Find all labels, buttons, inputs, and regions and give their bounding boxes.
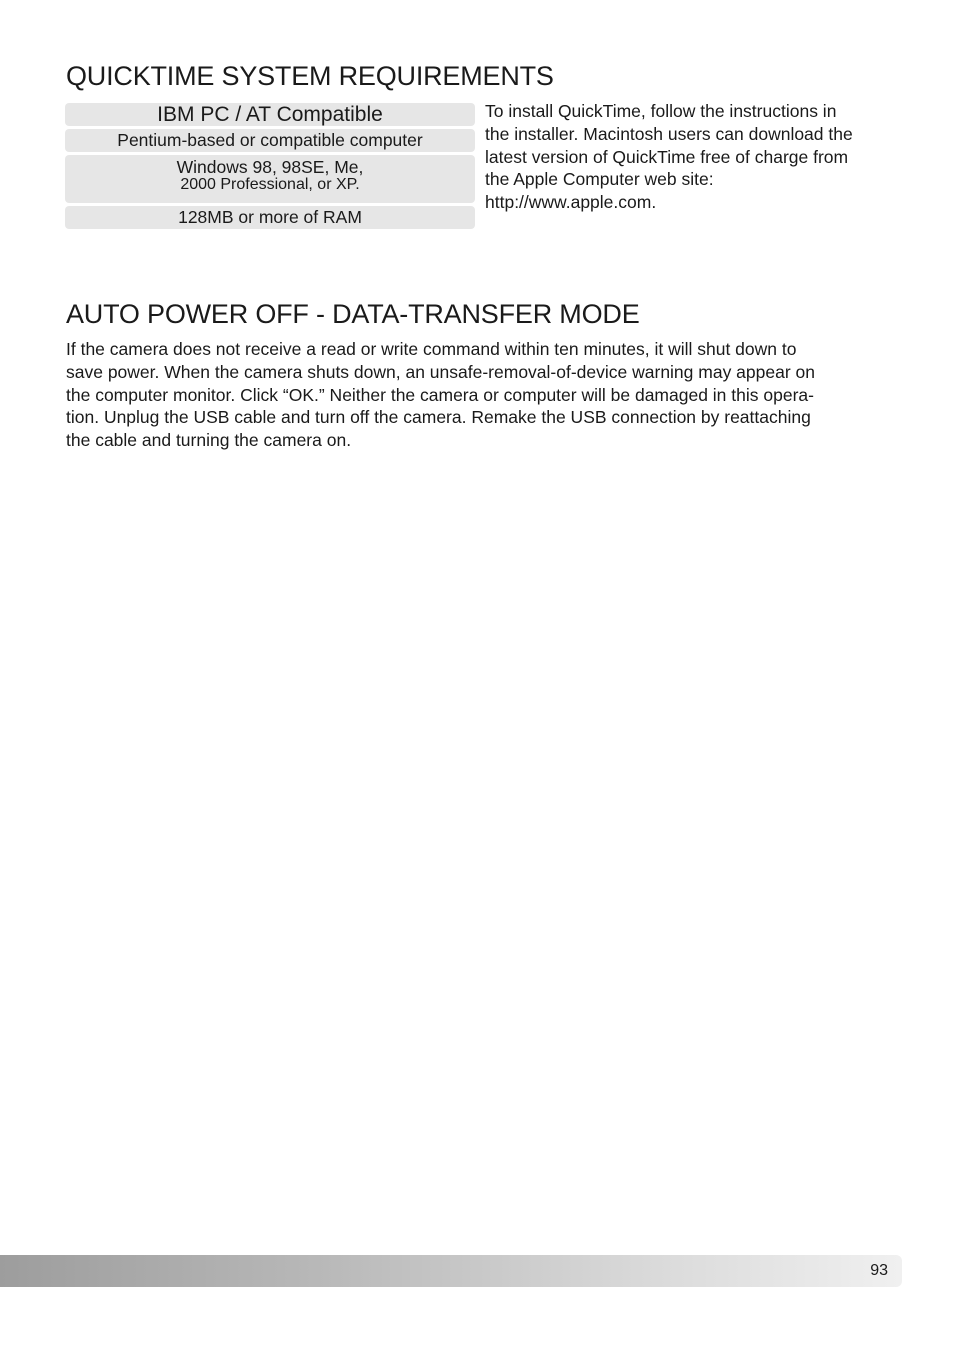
- install-line: To install QuickTime, follow the instructions in: [485, 101, 837, 121]
- paragraph-line: If the camera does not receive a read or write command within ten minutes, it will shut down to: [66, 339, 797, 359]
- requirements-header: IBM PC / AT Compatible: [65, 103, 475, 126]
- quicktime-heading: QUICKTIME SYSTEM REQUIREMENTS: [66, 61, 554, 91]
- install-line: latest version of QuickTime free of charge from: [485, 146, 849, 167]
- requirement-cpu: Pentium-based or compatible computer: [65, 129, 475, 152]
- paragraph-line: the computer monitor. Click “OK.” Neither the camera or computer will be damaged in this opera-: [66, 384, 814, 405]
- page-number: 93: [870, 1262, 888, 1279]
- install-line: the installer. Macintosh users can download the: [485, 123, 853, 144]
- requirement-os-line2: 2000 Professional, or XP.: [180, 176, 360, 193]
- paragraph-line: tion. Unplug the USB cable and turn off the camera. Remake the USB connection by reattaching: [66, 407, 811, 428]
- install-url: http://www.apple.com.: [485, 192, 657, 213]
- requirement-os-line1: Windows 98, 98SE, Me,: [176, 157, 364, 177]
- paragraph-line: the cable and turning the camera on.: [66, 430, 352, 451]
- install-instructions: [485, 100, 885, 214]
- system-requirements-table: [65, 103, 475, 232]
- requirement-ram: 128MB or more of RAM: [65, 206, 475, 229]
- install-line: the Apple Computer web site:: [485, 169, 714, 190]
- footer-bar: [0, 1255, 902, 1287]
- auto-power-off-heading: AUTO POWER OFF - DATA-TRANSFER MODE: [66, 299, 640, 329]
- paragraph-line: save power. When the camera shuts down, an unsafe-removal-of-device warning may appear on: [66, 361, 816, 382]
- requirement-os: [65, 155, 475, 203]
- auto-power-off-paragraph: [66, 338, 886, 452]
